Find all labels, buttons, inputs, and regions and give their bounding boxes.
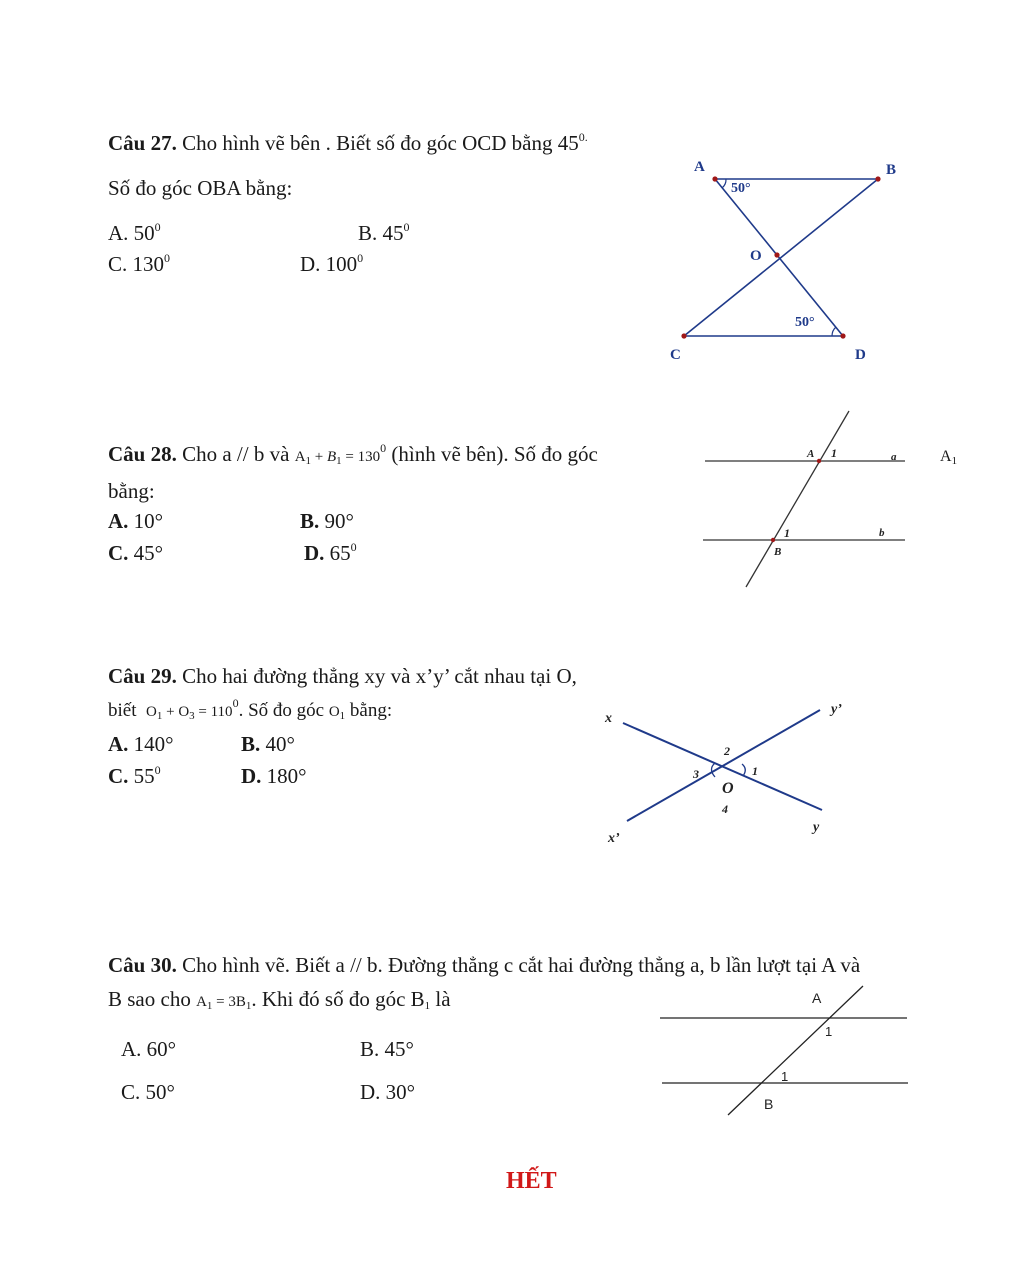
q28-label-b-point: B [774,546,782,558]
q28-formula-b-sub: 1 [336,455,342,467]
q29-label-y-prime: y’ [831,702,842,717]
q28-stray-a1 [940,448,957,466]
q27-angle-arc-a [722,179,726,188]
q29-option-b-letter: B. [241,732,261,756]
q28-option-d-sup: 0 [350,540,357,554]
q28-text-post: (hình vẽ bên). Số đo góc [391,442,598,466]
q30-option-a-letter: A. [121,1037,142,1061]
q30-option-c[interactable] [121,1080,175,1105]
q29-formula-exp: 0 [232,696,239,710]
q28-label-one-b: 1 [784,526,790,540]
q28-option-c-value: 45° [133,541,164,565]
q29-formula-oq-sub: 1 [339,710,346,722]
q30-option-b-letter: B. [360,1037,380,1061]
q28-stray-sub: 1 [951,455,958,467]
q28-option-d-value: 65 [329,541,351,565]
q29-line2-mid: . Số đo góc [238,700,325,721]
q28-stem [108,442,598,467]
q27-label-b: B [886,162,897,178]
q28-option-b-letter: B. [300,509,320,533]
q29-label-o: O [722,780,734,797]
q27-option-c-letter: C. [108,252,128,276]
q30-line-c [728,986,863,1115]
q30-label-one-b: 1 [781,1069,789,1084]
q29-option-d[interactable] [241,764,307,789]
q29-option-a-letter: A. [108,732,129,756]
q29-option-c[interactable] [108,764,161,789]
q29-text: Cho hai đường thẳng xy và x’y’ cắt nhau tại O, [182,664,577,688]
q30-option-d-value: 30° [385,1080,416,1104]
q27-exp: 0. [578,130,588,144]
q29-stem [108,664,577,689]
q30-option-a-value: 60° [146,1037,177,1061]
q28-label-one-a: 1 [831,446,837,460]
q28-label: Câu 28. [108,442,177,466]
q29-option-b-value: 40° [265,732,295,756]
q30-option-d[interactable] [360,1080,415,1105]
q30-figure [655,980,915,1120]
q28-option-c[interactable] [108,541,163,566]
q30-label-b-point: B [764,1096,774,1112]
q27-option-b-sup: 0 [403,220,410,234]
q27-label-o: O [750,248,762,264]
q28-option-a[interactable] [108,509,163,534]
q29-label-x: x [605,711,612,726]
q29-line2 [108,696,393,722]
q29-label-4: 4 [722,802,728,816]
q29-formula-o3-sub: 3 [189,710,195,722]
q29-formula-o3: O [178,704,190,720]
end-marker: HẾT [506,1168,557,1194]
q28-formula-b: B [327,449,337,465]
q27-point-b [875,176,880,181]
q28-formula-eq: = 130 [345,449,381,465]
q30-option-a[interactable] [121,1037,176,1062]
q30-line2-sub: 1 [424,1000,431,1012]
q27-point-c [681,333,686,338]
q27-option-d-value: 100 [325,252,358,276]
q30-text: Cho hình vẽ. Biết a // b. Đường thẳng c cắt hai đường thẳng a, b lần lượt tại A và [182,953,861,977]
q29-formula-plus: + [166,704,175,720]
q29-label-y: y [813,820,820,835]
q27-angle-label-bottom: 50° [795,315,815,330]
q27-point-d [840,333,845,338]
q28-formula-a: A [294,449,306,465]
q30-formula-a: A [196,994,207,1010]
q27-option-a[interactable] [108,221,161,246]
q27-text: Cho hình vẽ bên . Biết số đo góc OCD bằng 45 [182,131,579,155]
q29-formula [146,696,239,722]
q29-figure [595,695,855,855]
q27-point-a [712,176,717,181]
q28-label-a-line: a [891,451,897,463]
q30-option-b-value: 45° [384,1037,414,1061]
q27-option-c[interactable] [108,252,170,277]
q27-label-a: A [694,159,705,175]
q28-option-a-letter: A. [108,509,129,533]
q28-option-c-letter: C. [108,541,129,565]
q27-stem [108,131,588,156]
q27-option-c-sup: 0 [164,251,171,265]
q30-option-d-letter: D. [360,1080,381,1104]
q27-label: Câu 27. [108,131,177,155]
q28-text-pre: Cho a // b và [182,442,290,466]
q28-formula-plus: + [314,449,324,465]
q27-segment-bc [684,179,878,336]
q28-formula [294,441,387,467]
q28-formula-exp: 0 [380,441,387,455]
q27-option-d[interactable] [300,252,363,277]
q29-label-2: 2 [724,744,730,758]
q28-transversal [746,411,849,587]
q27-point-o [774,252,779,257]
q27-option-a-sup: 0 [154,220,161,234]
q27-option-b-letter: B. [358,221,378,245]
q30-formula-b-sub: 1 [245,1000,252,1012]
q30-option-c-value: 50° [145,1080,175,1104]
q29-label: Câu 29. [108,664,177,688]
q30-line2-end: là [435,987,451,1011]
q29-formula-o1: O [146,704,157,720]
q27-figure [660,150,920,370]
q27-option-d-letter: D. [300,252,321,276]
q28-option-b-value: 90° [324,509,354,533]
q29-option-d-value: 180° [266,764,307,788]
q28-option-a-value: 10° [133,509,164,533]
q30-label-one-a: 1 [825,1024,833,1039]
q28-point-a [817,459,821,463]
q30-formula [196,994,251,1010]
q27-option-c-value: 130 [132,252,165,276]
q29-option-c-sup: 0 [154,763,161,777]
q27-option-a-value: 50 [133,221,155,245]
q29-label-1: 1 [752,764,758,778]
q29-formula-o1-sub: 1 [156,710,163,722]
q28-figure [700,405,920,595]
q29-formula-oq-letter: O [328,704,340,720]
q29-line2-post: bằng: [349,700,393,721]
q27-label-d: D [855,347,866,363]
q29-label-x-prime: x’ [608,831,620,846]
q29-line2-pre: biết [108,700,137,721]
q27-line2: Số đo góc OBA bằng: [108,176,293,200]
q30-formula-a-sub: 1 [206,1000,213,1012]
q30-line2-pre: B sao cho [108,987,191,1011]
q27-option-d-sup: 0 [357,251,364,265]
q29-label-3: 3 [693,767,699,781]
q29-formula-eq: = 110 [198,704,233,720]
q30-stem [108,953,860,978]
q30-option-c-letter: C. [121,1080,141,1104]
q28-option-d[interactable] [304,541,357,566]
q28-label-a-point: A [807,448,815,460]
q29-option-d-letter: D. [241,764,262,788]
q28-option-b[interactable] [300,509,354,534]
q30-formula-eq: = 3B [216,994,246,1010]
q27-angle-arc-d [832,327,836,336]
q30-line2-post: . Khi đó số đo góc B [251,987,425,1011]
q29-option-a-value: 140° [133,732,174,756]
q29-option-c-value: 55 [133,764,155,788]
q28-label-b-line: b [879,527,885,539]
q27-option-b[interactable] [358,221,410,246]
q30-option-b[interactable] [360,1037,414,1062]
q28-formula-a-sub: 1 [305,455,312,467]
q30-label: Câu 30. [108,953,177,977]
q29-option-a[interactable] [108,732,174,757]
q30-label-a-point: A [812,990,822,1006]
q29-option-c-letter: C. [108,764,129,788]
q28-line2: bằng: [108,479,155,503]
q29-formula-oq [329,704,345,720]
q27-segment-ad [715,179,843,336]
q27-option-b-value: 45 [382,221,404,245]
q27-option-a-letter: A. [108,221,129,245]
q29-option-b[interactable] [241,732,295,757]
q28-point-b [771,538,775,542]
q27-label-c: C [670,347,681,363]
q28-stray: A [940,448,952,465]
q30-line2 [108,987,451,1012]
q27-angle-label-top: 50° [731,181,751,196]
q28-option-d-letter: D. [304,541,325,565]
